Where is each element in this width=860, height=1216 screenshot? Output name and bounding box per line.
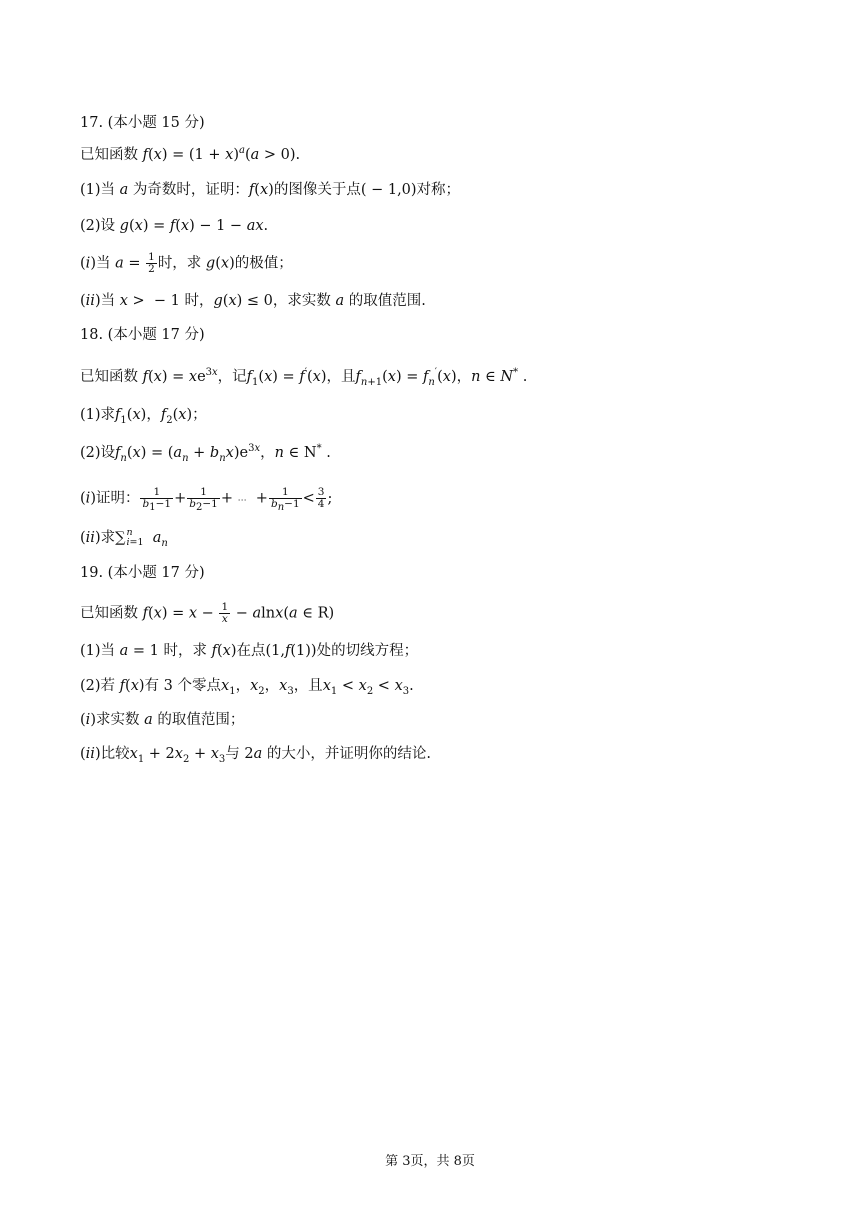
problem-19-line-4: (i)求实数 a 的取值范围；: [80, 712, 245, 728]
problem-17-line-2: (1)当 a 为奇数时，证明：f(x)的图像关于点( − 1,0)对称；: [80, 182, 461, 198]
problem-17-line-5: (ii)当 x > − 1 时，g(x) ≤ 0，求实数 a 的取值范围.: [80, 293, 426, 309]
problem-19-line-1: 已知函数 f(x) = x − $\frac{1}{x}$ − alnx(a ∈ R): [80, 601, 335, 625]
problem-18-line-3: (2)设$f_n(x) = (a_n + b_nx)e^{3x}$，n ∈ N* .: [80, 443, 331, 464]
problem-19-line-5: (ii)比较$x_1 + 2x_2 + x_3$与 2a 的大小，并证明你的结论.: [80, 746, 431, 765]
problem-18-line-2: (1)求$f_1(x)$，$f_2(x)$；: [80, 407, 207, 426]
problem-18-line-1: 已知函数 $f(x) = xe^{3x}$，记$f_1(x) = f'(x)$，且$f_{n+1}(x) = f_n'(x)$，n ∈ N* .: [80, 367, 528, 388]
problem-19-header: 19. (本小题 17 分): [80, 565, 205, 581]
problem-17-header: 17. (本小题 15 分): [80, 115, 205, 131]
page-footer: 第 3页，共 8页: [385, 1154, 475, 1169]
problem-17-line-1: 已知函数 $f(x) = (1 + x)^a(a > 0)$.: [80, 145, 301, 163]
problem-17-line-3: (2)设 g(x) = f(x) − 1 − ax.: [80, 218, 269, 234]
problem-18-line-5: (ii)求∑ n i=1 $a_n$: [80, 527, 168, 549]
problem-19-line-2: (1)当 a = 1 时，求 f(x)在点(1,f(1))处的切线方程；: [80, 643, 419, 659]
problem-18-header: 18. (本小题 17 分): [80, 327, 205, 343]
problem-18-line-4: (i)证明： $\frac{1}{b_1-1}$ + $\frac{1}{b_2-1}$ + ⋯ + $\frac{1}{b_n-1}$ < $\frac{3}{4}$ ;: [80, 486, 333, 514]
problem-19-line-3: (2)若 f(x)有 3 个零点$x_1$，$x_2$，$x_3$，且$x_1 < x_2 < x_3$.: [80, 678, 414, 697]
problem-17-line-4: (i)当 a = $\frac{1}{2}$ 时，求 g(x)的极值；: [80, 251, 293, 275]
